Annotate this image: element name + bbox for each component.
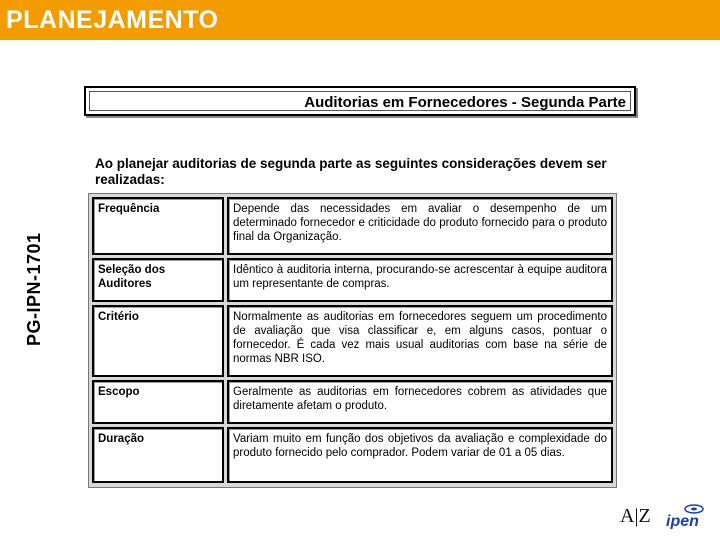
row-label: Seleção dos Auditores xyxy=(92,258,224,302)
row-description: Variam muito em função dos objetivos da avaliação e complexidade do produto fornecido pelo comprador. Podem variar de 01 a 05 dias. xyxy=(227,427,613,483)
table-row xyxy=(92,258,613,302)
table-row xyxy=(92,305,613,377)
table-row xyxy=(92,427,613,483)
row-label: Critério xyxy=(92,305,224,377)
row-description: Depende das necessidades em avaliar o desempenho de um determinado fornecedor e criticidade do produto fornecido para o produto final da Organização. xyxy=(227,197,613,255)
row-label: Frequência xyxy=(92,197,224,255)
document-code: PG-IPN-1701 xyxy=(24,232,44,346)
row-label: Duração xyxy=(92,427,224,483)
ipen-logo xyxy=(664,503,708,529)
row-label: Escopo xyxy=(92,380,224,424)
row-description: Geralmente as auditorias em fornecedores cobrem as atividades que diretamente afetam o produto. xyxy=(227,380,613,424)
slide-title: Auditorias em Fornecedores - Segunda Parte xyxy=(304,94,626,111)
slide-title-box xyxy=(84,86,636,116)
az-logo: A|Z xyxy=(620,505,651,527)
intro-text: Ao planejar auditorias de segunda parte as seguintes considerações devem ser realizadas: xyxy=(95,156,607,187)
considerations-table xyxy=(88,193,617,488)
ipen-logo-text: ipen xyxy=(666,513,699,529)
table-row xyxy=(92,197,613,255)
row-description: Normalmente as auditorias em fornecedores seguem um procedimento de avaliação que visa classificar e, em alguns casos, pontuar o fornecedor. É cada vez mais usual auditorias com base na série de normas NBR ISO. xyxy=(227,305,613,377)
header-title: PLANEJAMENTO xyxy=(6,6,219,34)
row-description: Idêntico à auditoria interna, procurando-se acrescentar à equipe auditora um representante de compras. xyxy=(227,258,613,302)
table-row xyxy=(92,380,613,424)
